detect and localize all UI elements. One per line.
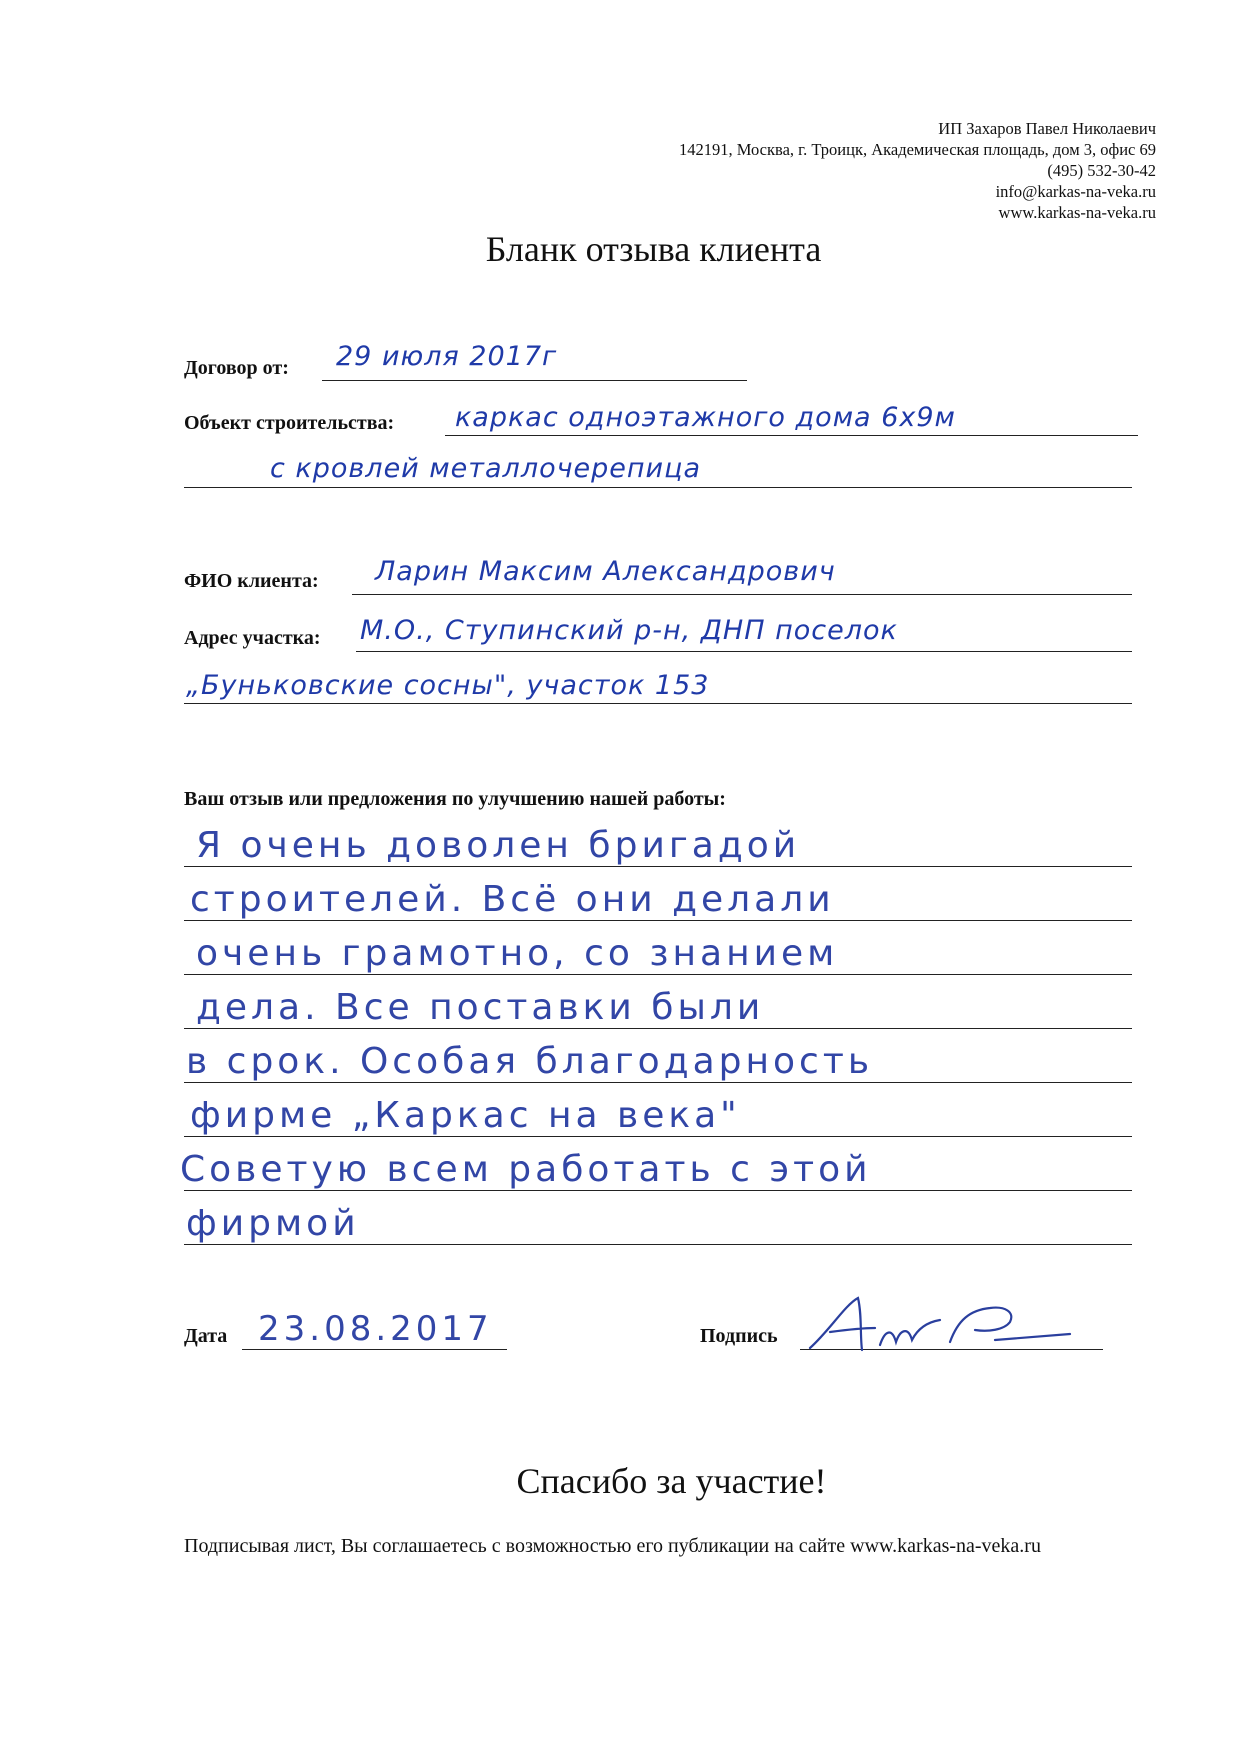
review-text-line: фирмой <box>186 1203 360 1244</box>
review-line <box>184 1082 1132 1083</box>
company-website: www.karkas-na-veka.ru <box>998 203 1156 222</box>
review-label: Ваш отзыв или предложения по улучшению нашей работы: <box>184 788 726 810</box>
review-line <box>184 1244 1132 1245</box>
review-text-line: фирме „Каркас на века" <box>190 1095 741 1136</box>
review-text-line: дела. Все поставки были <box>196 987 765 1028</box>
object-value-1: каркас одноэтажного дома 6х9м <box>455 402 956 433</box>
company-phone: (495) 532-30-42 <box>1047 161 1156 180</box>
object-label: Объект строительства: <box>184 412 395 434</box>
address-line-2 <box>184 703 1132 704</box>
thanks-text: Спасибо за участие! <box>516 1461 827 1501</box>
review-line <box>184 1136 1132 1137</box>
signature-label: Подпись <box>700 1325 778 1347</box>
company-info <box>679 118 1156 223</box>
review-line <box>184 866 1132 867</box>
object-value-2: с кровлей металлочерепица <box>270 453 702 484</box>
client-label: ФИО клиента: <box>184 570 319 592</box>
review-line <box>184 1190 1132 1191</box>
address-value-2: „Буньковские сосны", участок 153 <box>186 670 710 701</box>
contract-value: 29 июля 2017г <box>336 341 558 372</box>
review-line <box>184 974 1132 975</box>
client-line <box>352 594 1132 595</box>
form-title: Бланк отзыва клиента <box>485 229 822 269</box>
review-line <box>184 1028 1132 1029</box>
object-line-1 <box>445 435 1138 436</box>
contract-line <box>322 380 747 381</box>
review-text-line: Советую всем работать с этой <box>180 1149 872 1190</box>
company-address: 142191, Москва, г. Троицк, Академическая площадь, дом 3, офис 69 <box>679 140 1156 159</box>
review-text-line: Я очень доволен бригадой <box>196 825 801 866</box>
review-text-line: строителей. Всё они делали <box>190 879 835 920</box>
object-line-2 <box>184 487 1132 488</box>
consent-note: Подписывая лист, Вы соглашаетесь с возможностью его публикации на сайте www.karkas-na-veka.ru <box>184 1535 1041 1557</box>
review-line <box>184 920 1132 921</box>
address-label: Адрес участка: <box>184 627 321 649</box>
address-line-1 <box>356 651 1132 652</box>
review-text-line: очень грамотно, со знанием <box>196 933 839 974</box>
date-line <box>242 1349 507 1350</box>
client-value: Ларин Максим Александрович <box>375 556 836 587</box>
address-value-1: М.О., Ступинский р-н, ДНП поселок <box>360 615 898 646</box>
date-value: 23.08.2017 <box>258 1309 493 1349</box>
company-name: ИП Захаров Павел Николаевич <box>938 119 1156 138</box>
review-text-line: в срок. Особая благодарность <box>186 1041 874 1082</box>
contract-label: Договор от: <box>184 357 289 379</box>
company-email: info@karkas-na-veka.ru <box>995 182 1156 201</box>
signature-image <box>800 1290 1080 1360</box>
date-label: Дата <box>184 1325 228 1347</box>
